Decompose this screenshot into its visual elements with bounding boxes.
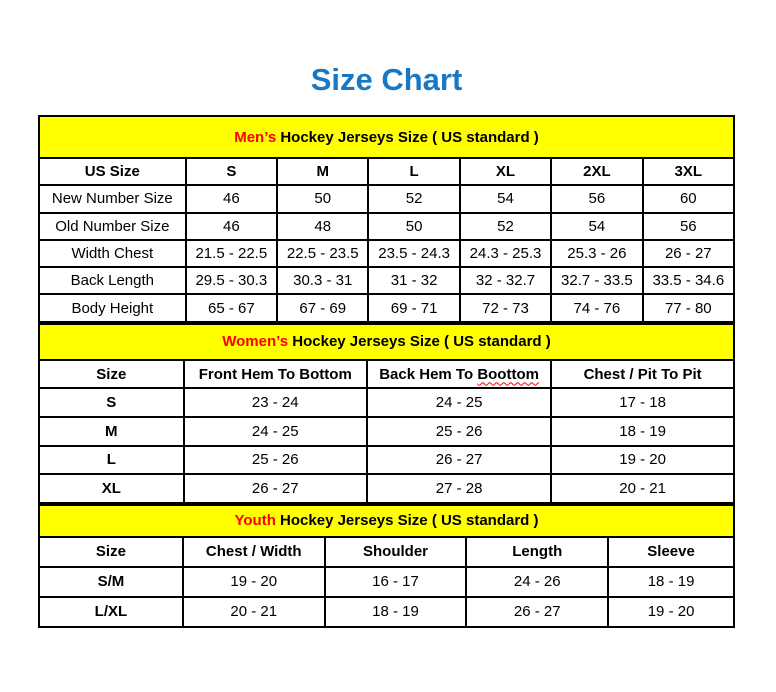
size-cell: 26 - 27 (466, 597, 608, 627)
row-label: S/M (39, 567, 183, 597)
column-header: S (186, 158, 277, 185)
size-cell: 77 - 80 (643, 294, 734, 321)
column-header: Chest / Pit To Pit (551, 360, 734, 389)
table-row (39, 446, 734, 475)
size-cell: 65 - 67 (186, 294, 277, 321)
size-cell: 52 (368, 185, 459, 212)
size-cell: 20 - 21 (183, 597, 325, 627)
row-label: S (39, 388, 184, 417)
size-cell: 25.3 - 26 (551, 240, 642, 267)
size-tables (38, 115, 735, 628)
table-row (39, 417, 734, 446)
table-row (39, 213, 734, 240)
column-header: L (368, 158, 459, 185)
size-table-youth (38, 504, 735, 628)
row-label: Old Number Size (39, 213, 186, 240)
row-label: L/XL (39, 597, 183, 627)
banner-highlight: Youth (234, 512, 276, 530)
column-header: 3XL (643, 158, 734, 185)
row-label: Body Height (39, 294, 186, 321)
size-cell: 60 (643, 185, 734, 212)
size-cell: 23 - 24 (184, 388, 367, 417)
size-cell: 74 - 76 (551, 294, 642, 321)
table-banner-mens (39, 116, 734, 158)
banner-highlight: Men’s (234, 128, 277, 146)
table-banner-youth (39, 505, 734, 537)
table-row (39, 597, 734, 627)
size-cell: 19 - 20 (551, 446, 734, 475)
size-cell: 54 (460, 185, 551, 212)
size-cell: 26 - 27 (184, 474, 367, 503)
size-cell: 48 (277, 213, 368, 240)
size-cell: 27 - 28 (367, 474, 551, 503)
column-header: Back Hem To Boottom (367, 360, 551, 389)
size-cell: 18 - 19 (325, 597, 467, 627)
size-cell: 52 (460, 213, 551, 240)
banner-text: Hockey Jerseys Size ( US standard ) (288, 333, 551, 351)
size-cell: 18 - 19 (608, 567, 734, 597)
size-cell: 50 (277, 185, 368, 212)
misspelled-word: Boottom (477, 365, 539, 383)
size-cell: 21.5 - 22.5 (186, 240, 277, 267)
size-table-mens (38, 115, 735, 323)
size-chart-content (38, 0, 735, 628)
size-cell: 72 - 73 (460, 294, 551, 321)
column-header: Size (39, 360, 184, 389)
size-cell: 26 - 27 (643, 240, 734, 267)
size-cell: 32.7 - 33.5 (551, 267, 642, 294)
size-cell: 24 - 25 (367, 388, 551, 417)
size-cell: 67 - 69 (277, 294, 368, 321)
size-cell: 54 (551, 213, 642, 240)
size-cell: 20 - 21 (551, 474, 734, 503)
size-cell: 26 - 27 (367, 446, 551, 475)
size-cell: 30.3 - 31 (277, 267, 368, 294)
row-label: New Number Size (39, 185, 186, 212)
size-cell: 17 - 18 (551, 388, 734, 417)
size-cell: 46 (186, 185, 277, 212)
column-header: M (277, 158, 368, 185)
size-cell: 46 (186, 213, 277, 240)
table-row (39, 185, 734, 212)
column-header: XL (460, 158, 551, 185)
size-cell: 18 - 19 (551, 417, 734, 446)
size-cell: 50 (368, 213, 459, 240)
size-cell: 23.5 - 24.3 (368, 240, 459, 267)
size-cell: 56 (551, 185, 642, 212)
column-header: 2XL (551, 158, 642, 185)
table-row (39, 474, 734, 503)
size-cell: 29.5 - 30.3 (186, 267, 277, 294)
banner-highlight: Women’s (222, 333, 289, 351)
size-cell: 19 - 20 (183, 567, 325, 597)
table-row (39, 388, 734, 417)
size-cell: 69 - 71 (368, 294, 459, 321)
column-header: Length (466, 537, 608, 567)
size-cell: 24 - 26 (466, 567, 608, 597)
column-header: Chest / Width (183, 537, 325, 567)
table-row (39, 240, 734, 267)
size-cell: 25 - 26 (184, 446, 367, 475)
table-row (39, 267, 734, 294)
size-table-womens (38, 323, 735, 504)
banner-text: Hockey Jerseys Size ( US standard ) (275, 512, 539, 530)
size-cell: 56 (643, 213, 734, 240)
row-label: Width Chest (39, 240, 186, 267)
banner-text: Hockey Jerseys Size ( US standard ) (276, 128, 539, 146)
size-cell: 24 - 25 (184, 417, 367, 446)
column-header: Size (39, 537, 183, 567)
row-label: L (39, 446, 184, 475)
table-banner-womens (39, 324, 734, 360)
size-cell: 16 - 17 (325, 567, 467, 597)
size-cell: 24.3 - 25.3 (460, 240, 551, 267)
size-cell: 19 - 20 (608, 597, 734, 627)
size-cell: 33.5 - 34.6 (643, 267, 734, 294)
table-row (39, 567, 734, 597)
size-cell: 31 - 32 (368, 267, 459, 294)
row-label: M (39, 417, 184, 446)
column-header: US Size (39, 158, 186, 185)
row-label: Back Length (39, 267, 186, 294)
size-cell: 25 - 26 (367, 417, 551, 446)
row-label: XL (39, 474, 184, 503)
size-cell: 22.5 - 23.5 (277, 240, 368, 267)
column-header: Shoulder (325, 537, 467, 567)
page-title: Size Chart (310, 62, 463, 97)
table-row (39, 294, 734, 321)
size-cell: 32 - 32.7 (460, 267, 551, 294)
column-header: Sleeve (608, 537, 734, 567)
column-header: Front Hem To Bottom (184, 360, 367, 389)
